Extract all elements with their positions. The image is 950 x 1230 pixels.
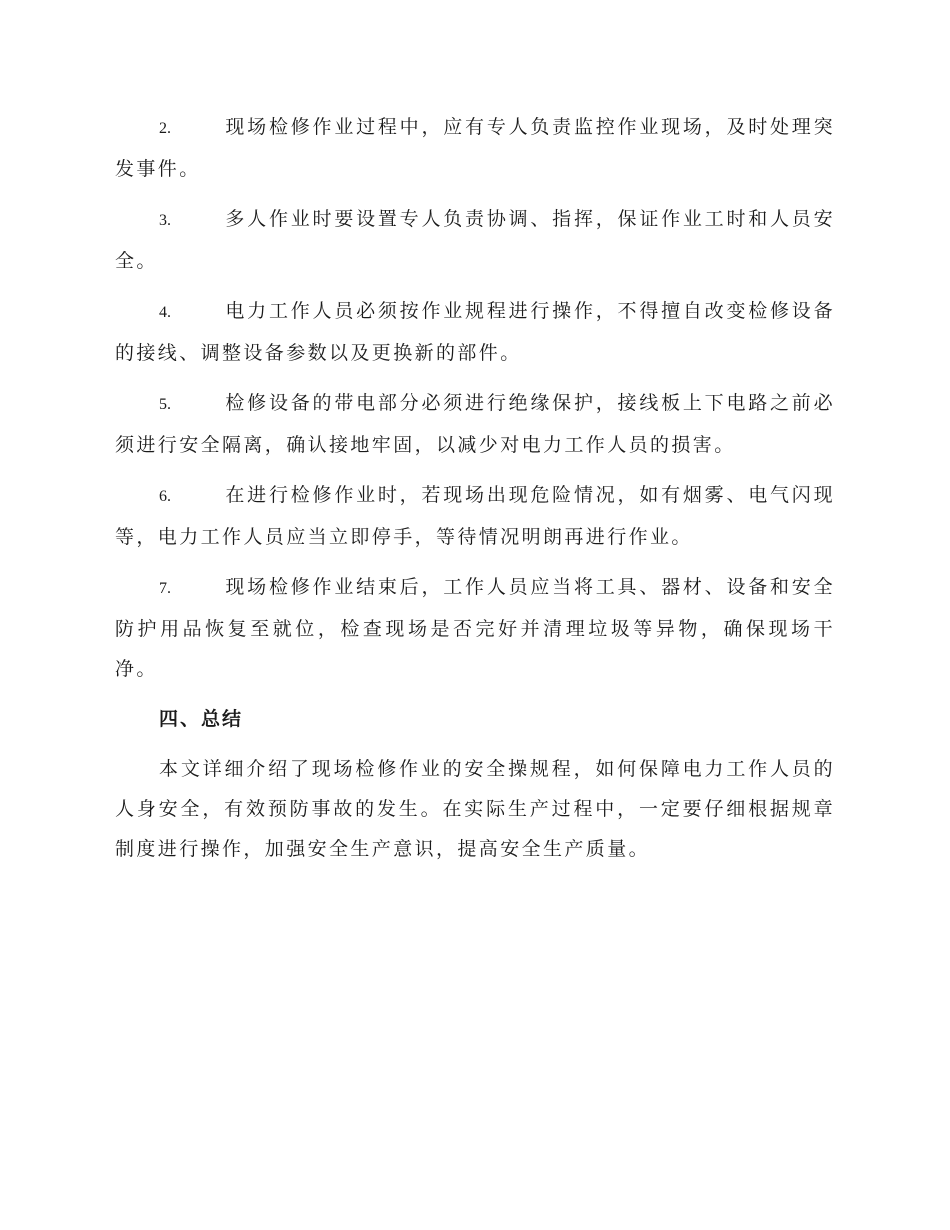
item-text: 现场检修作业过程中，应有专人负责监控作业现场，及时处理突发事件。 bbox=[115, 116, 835, 180]
list-item-5 bbox=[115, 383, 835, 465]
item-text: 检修设备的带电部分必须进行绝缘保护，接线板上下电路之前必须进行安全隔离，确认接地牢固，以减少对电力工作人员的损害。 bbox=[115, 392, 835, 456]
item-number: 7. bbox=[159, 580, 171, 597]
list-item-7 bbox=[115, 567, 835, 689]
item-text: 电力工作人员必须按作业规程进行操作，不得擅自改变检修设备的接线、调整设备参数以及更换新的部件。 bbox=[115, 300, 835, 364]
item-number: 5. bbox=[159, 396, 171, 413]
list-item-4 bbox=[115, 291, 835, 373]
item-number: 2. bbox=[159, 120, 171, 137]
section-heading: 四、总结 bbox=[159, 708, 244, 730]
item-text: 在进行检修作业时，若现场出现危险情况，如有烟雾、电气闪现等，电力工作人员应当立即停手，等待情况明朗再进行作业。 bbox=[115, 484, 835, 548]
item-number: 4. bbox=[159, 304, 171, 321]
list-item-2 bbox=[115, 107, 835, 189]
item-text: 多人作业时要设置专人负责协调、指挥，保证作业工时和人员安全。 bbox=[115, 208, 835, 272]
list-item-3 bbox=[115, 199, 835, 281]
item-number: 3. bbox=[159, 212, 171, 229]
list-item-6 bbox=[115, 475, 835, 557]
item-number: 6. bbox=[159, 488, 171, 505]
document-page bbox=[115, 107, 835, 869]
summary-paragraph: 本文详细介绍了现场检修作业的安全操规程，如何保障电力工作人员的人身安全，有效预防事故的发生。在实际生产过程中，一定要仔细根据规章制度进行操作，加强安全生产意识，提高安全生产质量。 bbox=[115, 758, 835, 860]
item-text: 现场检修作业结束后，工作人员应当将工具、器材、设备和安全防护用品恢复至就位，检查现场是否完好并清理垃圾等异物，确保现场干净。 bbox=[115, 576, 835, 680]
